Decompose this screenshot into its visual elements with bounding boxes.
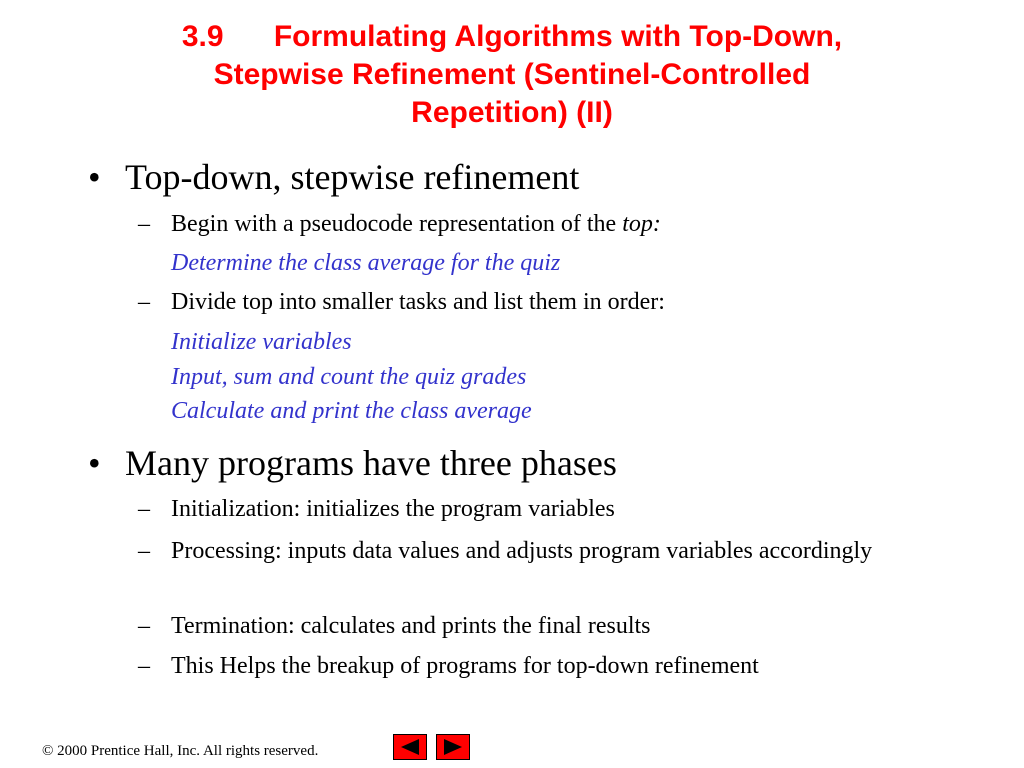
sub-bullet-text: Processing: inputs data values and adjusts program variables accordingly xyxy=(171,538,873,564)
bullet-text: Many programs have three phases xyxy=(125,443,617,483)
pseudocode-line: Input, sum and count the quiz grades xyxy=(171,364,527,390)
sub-bullet-text: Termination: calculates and prints the final results xyxy=(171,613,651,639)
previous-slide-button[interactable] xyxy=(393,734,427,760)
title-line-2: Stepwise Refinement (Sentinel-Controlled xyxy=(213,58,811,91)
title-line-3: Repetition) (II) xyxy=(411,96,613,129)
dash-icon: – xyxy=(138,289,150,315)
next-slide-button[interactable] xyxy=(436,734,470,760)
sub-bullet-text: This Helps the breakup of programs for top-down refinement xyxy=(171,653,759,679)
triangle-left-icon xyxy=(399,738,421,756)
emphasis-top: top: xyxy=(622,211,661,237)
slide-title xyxy=(90,18,934,132)
dash-icon: – xyxy=(138,653,150,679)
pseudocode-line: Calculate and print the class average xyxy=(171,398,532,424)
sub-bullet-text: Begin with a pseudocode representation of the xyxy=(171,211,623,237)
sub-bullet-text: Initialization: initializes the program variables xyxy=(171,496,615,522)
bullet-text: Top-down, stepwise refinement xyxy=(125,157,580,197)
pseudocode-line: Initialize variables xyxy=(171,329,352,355)
dash-icon: – xyxy=(138,211,150,237)
triangle-right-icon xyxy=(442,738,464,756)
dash-icon: – xyxy=(138,496,150,522)
dash-icon: – xyxy=(138,613,150,639)
pseudocode-line: Determine the class average for the quiz xyxy=(171,250,561,276)
bullet-icon: • xyxy=(88,443,101,483)
dash-icon: – xyxy=(138,538,150,564)
copyright-footer: © 2000 Prentice Hall, Inc. All rights reserved. xyxy=(42,743,319,759)
title-line-1: 3.9 Formulating Algorithms with Top-Down, xyxy=(182,20,842,53)
bullet-icon: • xyxy=(88,157,101,197)
sub-bullet-text: Divide top into smaller tasks and list them in order: xyxy=(171,289,665,315)
section-number: 3.9 xyxy=(181,20,224,53)
